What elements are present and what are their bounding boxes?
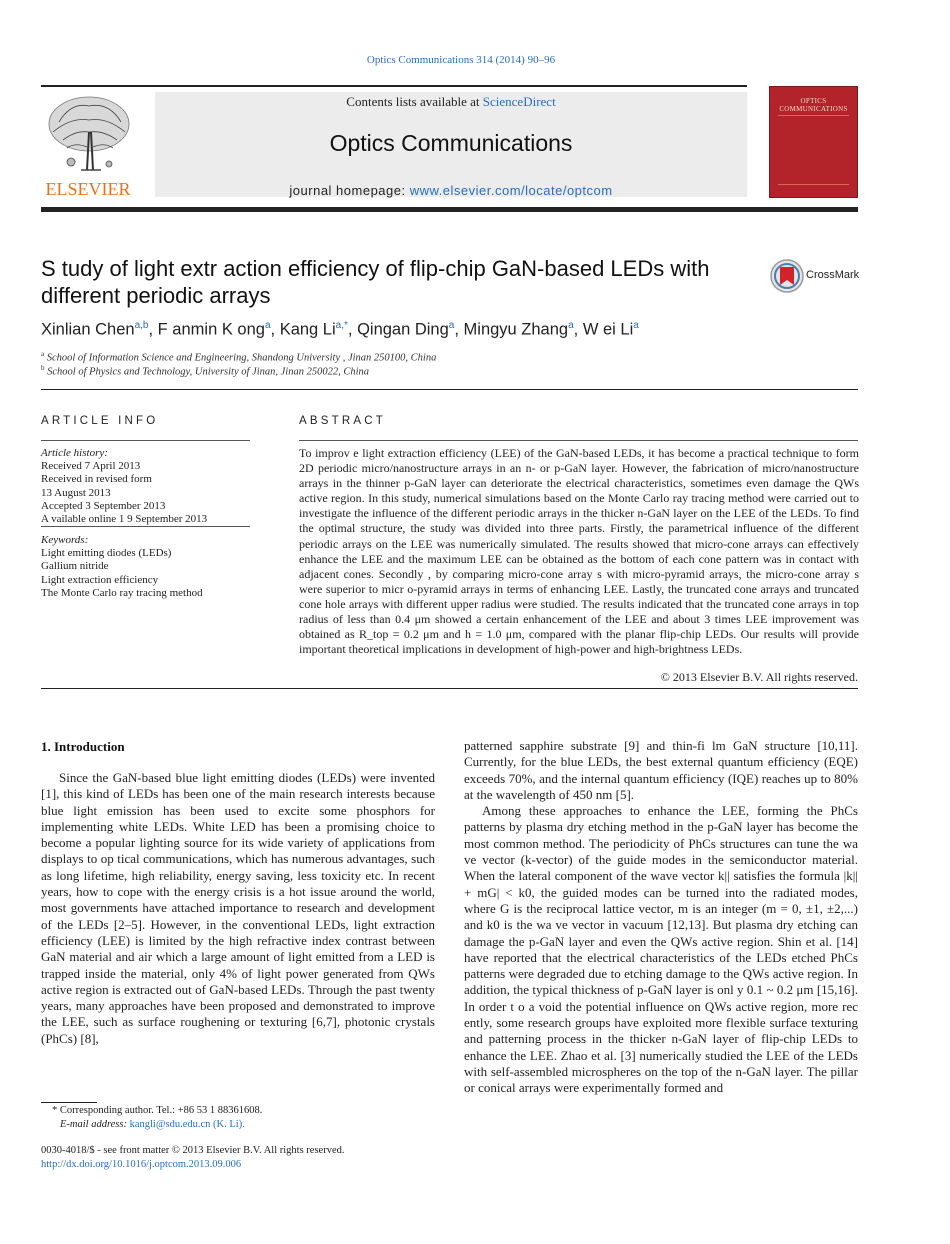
footnote-rule: [41, 1102, 97, 1103]
cover-rule: [778, 115, 849, 116]
keywords: [41, 534, 256, 600]
elsevier-tree-icon: [41, 92, 136, 199]
author-affil-sup[interactable]: a: [633, 320, 639, 331]
affiliation-a: [41, 350, 436, 364]
contents-line: [155, 94, 747, 110]
doi-link[interactable]: http://dx.doi.org/10.1016/j.optcom.2013.09.006: [41, 1159, 242, 1170]
author-name[interactable]: Xinlian Chen: [41, 320, 135, 339]
email-label: E-mail address:: [60, 1118, 130, 1130]
journal-title: Optics Communications: [329, 130, 573, 156]
article-title: S tudy of light extr action efficiency of flip-chip GaN-based LEDs with different periodic arrays: [41, 256, 710, 308]
article-info-heading: ARTICLE INFO: [41, 415, 159, 427]
body-paragraph: Among these approaches to enhance the LEE, forming the PhCs patterns by plasma dry etching method in the p-GaN layer has become the most common method. The periodicity of PhCs structures can tune the wa ve vector (k-vector) of the guide modes in the semiconductor material. When the lateral component of the wave vector k|| satisfies the formula |k|| + mG| < k0, the guided modes can be turned into the radiated modes, where G is the reciprocal lattice vector, m is an integer (m = 0, ±1, ±2,...) and k0 is the wa ve vector in vacuum [12,13]. But plasma dry etching can damage the p-GaN layer and even the QWs active region. Shin et al. [14] have reported that the electrical characteristics of the LEDs etched PhCs patterns were degraded due to etching damage to the QWs active region. In addition, the typical thickness of p-GaN layer is onl y 0.1 ~ 0.2 μm [15,16]. In order t o a void the potential influence on QWs active region, more rec ently, some research groups have exploited more flexible surface texturing and patterning process in the thicker n-GaN layer of flip-chip LEDs to enhance the LEE. Zhao et al. [3] numerically studied the LEE of the LEDs with self-assembled microspheres on the top of the n-GaN layer. The pillar or conical arrays were experimentally formed and: [464, 803, 858, 1096]
affiliation-sup: b: [41, 364, 45, 372]
homepage-prefix: journal homepage:: [289, 183, 410, 198]
sciencedirect-link[interactable]: ScienceDirect: [482, 94, 556, 109]
article-info-rule: [41, 440, 250, 441]
cover-rule-bottom: [778, 184, 849, 185]
contents-prefix: Contents lists available at: [346, 94, 483, 109]
history-label: Article history:: [41, 447, 108, 459]
elsevier-wordmark: ELSEVIER: [45, 179, 131, 199]
header-top-rule: [41, 85, 747, 87]
history-item: A vailable online 1 9 September 2013: [41, 513, 208, 526]
author-affil-sup[interactable]: a,b: [134, 320, 149, 331]
affiliation-b: [41, 364, 369, 378]
corresponding-author-note: * Corresponding author. Tel.: +86 53 1 88361608.: [52, 1105, 263, 1116]
abstract-copyright: © 2013 Elsevier B.V. All rights reserved.: [660, 670, 858, 684]
divider-rule: [41, 688, 858, 689]
author-affil-sup[interactable]: a,*: [335, 320, 348, 331]
journal-citation[interactable]: Optics Communications 314 (2014) 90–96: [366, 54, 556, 66]
author-name[interactable]: W ei Li: [582, 320, 634, 339]
divider-rule: [41, 389, 858, 390]
affiliation-text: School of Information Science and Engineering, Shandong University , Jinan 250100, China: [46, 352, 437, 364]
author-name[interactable]: Qingan Ding: [357, 320, 449, 339]
front-matter-note: 0030-4018/$ - see front matter © 2013 Elsevier B.V. All rights reserved.: [41, 1145, 345, 1156]
author-name[interactable]: Mingyu Zhang: [463, 320, 569, 339]
keywords-label: Keywords:: [41, 534, 89, 546]
body-right-column: [464, 738, 858, 1097]
abstract-heading: ABSTRACT: [299, 415, 386, 427]
keyword: The Monte Carlo ray tracing method: [41, 586, 203, 599]
author-name[interactable]: Kang Li: [279, 320, 336, 339]
keywords-rule: [41, 526, 250, 527]
author-affil-sup[interactable]: a: [568, 320, 574, 331]
footnote: [52, 1104, 262, 1131]
body-left-column: Since the GaN-based blue light emitting diodes (LEDs) were invented [1], this kind of LEDs has been one of the main research interests because blue light emission has been used to excite some phosphors for implementing white LEDs. White LED has been a promising choice to become a popular lighting source for its wide variety of applications from displays to op tical communications, which has numerous advantages, such as long lifetime, high reliability, energy saving, less toxicity etc. In recent years, how to cope with the energy crisis is a hot issue around the world, most governments have attached importance to research and development of the LEDs [2–5]. However, in the conventional LEDs, light extraction efficiency (LEE) is limited by the high refractive index contrast between GaN material and air which a large amount of light emitted from a LED is trapped inside the material, only 4% of light power generated from QWs active region is extracted out of GaN-based LEDs. Through the past twenty years, many approaches have been proposed and demonstrated to improve the LEE, such as surface roughening or texturing [6,7], photonic crystals (PhCs) [8],: [41, 770, 435, 1046]
abstract-text: To improv e light extraction efficiency (LEE) of the GaN-based LEDs, it has become a practical technique to form 2D periodic micro/nanostructure arrays in an n- or p-GaN layer. However, the fabrication of micro/nanostructure arrays in the thinner p-GaN layer can deteriorate the electrical characteristics, sometimes even damage the QWs active region. In this study, numerical simulations based on the Monte Carlo ray tracing method were carried out to investigate the influence of the different periodic arrays in the thicker n-GaN layer on the LEE of the LEDs. To find the optimal structure, the study was divided into three parts. Firstly, the parametrical influence of the different periodic arrays on the LEE was numerically simulated. The results showed that micro-cone arrays can effectively enhance the LEE and the maximum LEE can be obtained as the bottom of each cone pattern was in contact with adjacent cones. Secondly , by comparing micro-cone array s with micro-pyramid arrays, the micro-cone array s were superior to micr o-pyramid arrays in terms of enhancing LEE. Lastly, the truncated cone arrays and truncated cone hole arrays with different upper radius were studied. The results indicated that the truncated cone arrays in top radius of less than 0.4 μm showed a certain enhancement of the LEE and about 3 times LEE improvement was obtained as R_top = 0.2 μm and h = 1.0 μm, compared with the planar flip-chip LEDs. Our results will provide important theoretical implications in development of high-power and high-brightness LEDs.: [299, 446, 859, 657]
header-bottom-rule: [41, 207, 858, 212]
history-item: 13 August 2013: [41, 486, 111, 499]
history-item: Received in revised form: [41, 473, 152, 486]
history-item: Received 7 April 2013: [41, 460, 141, 473]
journal-cover[interactable]: [769, 86, 858, 198]
affiliation-sup: a: [41, 350, 45, 358]
abstract-rule: [299, 440, 858, 441]
author-affil-sup[interactable]: a: [264, 320, 271, 331]
page-footer: [41, 1144, 344, 1172]
keyword: Gallium nitride: [41, 560, 109, 573]
history-item: Accepted 3 September 2013: [41, 499, 166, 512]
body-paragraph: patterned sapphire substrate [9] and thin-fi lm GaN structure [10,11]. Currently, for the blue LEDs, the best external quantum efficiency (EQE) exceeds 70%, and the internal quantum efficiency (IQE) reaches up to 80% at the wavelength of 450 nm [5].: [464, 738, 858, 802]
elsevier-logo[interactable]: [41, 92, 136, 199]
homepage-link[interactable]: www.elsevier.com/locate/optcom: [409, 183, 613, 198]
cover-title: OPTICS COMMUNICATIONS: [779, 97, 848, 113]
author-list: Xinlian Chen$^{a,b}$, F anmin K ong$^a$, Kang $Li^{a,*}$, Qingan Ding$^a$, Mingyu Zhang$^a$, W ei Li$^a$: [41, 320, 639, 339]
crossmark-badge[interactable]: [770, 258, 860, 294]
keyword: Light emitting diodes (LEDs): [41, 547, 172, 560]
author-affil-sup[interactable]: a: [448, 320, 455, 331]
keyword: Light extraction efficiency: [41, 573, 159, 586]
email-link[interactable]: kangli@sdu.edu.cn (K. Li).: [129, 1118, 245, 1130]
crossmark-label: CrossMark: [806, 269, 860, 281]
author-name[interactable]: F anmin K ong: [157, 320, 265, 339]
crossmark-icon: [770, 258, 804, 294]
article-history: [41, 447, 256, 526]
affiliation-text: School of Physics and Technology, University of Jinan, Jinan 250022, China: [47, 366, 369, 378]
journal-homepage: [155, 183, 747, 198]
section-heading-introduction: 1. Introduction: [41, 739, 125, 754]
